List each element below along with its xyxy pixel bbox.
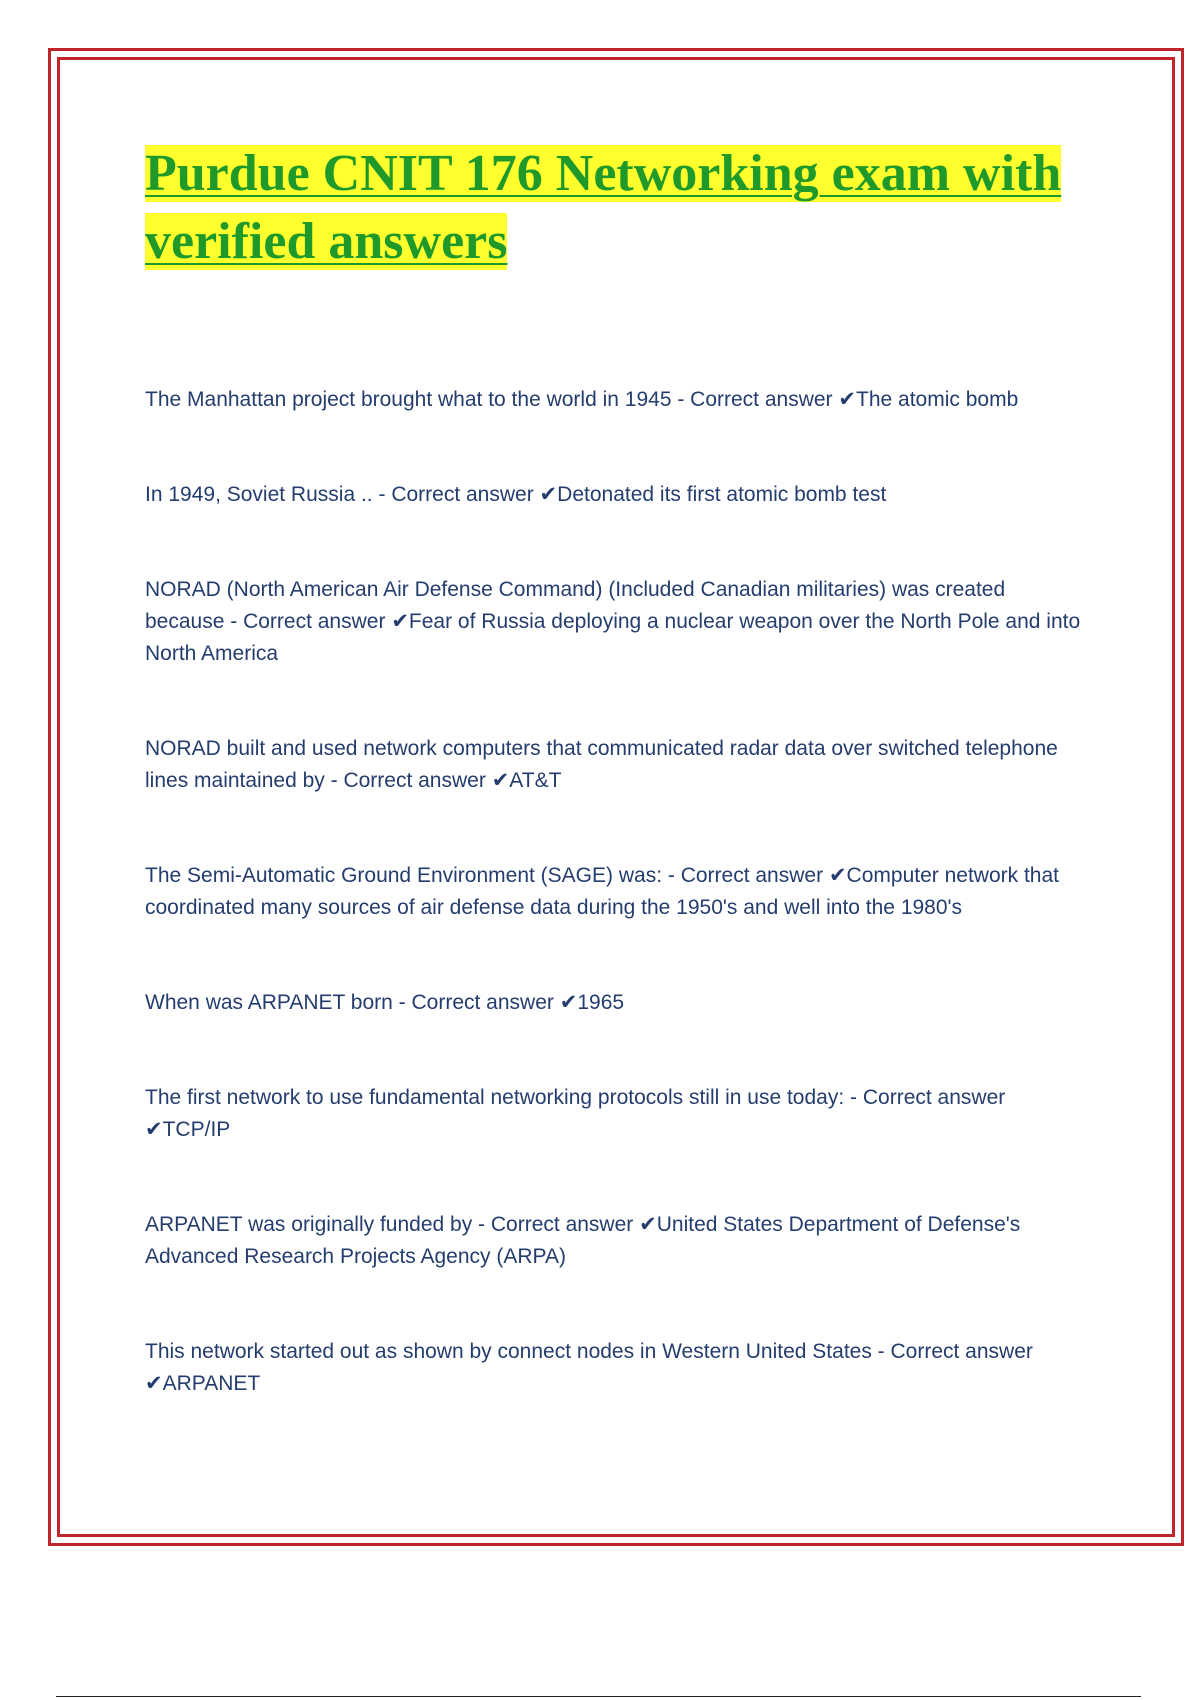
qa-question: The Manhattan project brought what to the world in 1945 <box>145 388 672 411</box>
qa-answer: Detonated its first atomic bomb test <box>557 483 887 506</box>
qa-answer: TCP/IP <box>162 1118 231 1141</box>
qa-item: The Semi-Automatic Ground Environment (SAGE) was: - Correct answer ✔Computer network that coordinated many sources of air defense data during the 1950's and well into the 1980's <box>145 864 1059 919</box>
qa-question: The Semi-Automatic Ground Environment (SAGE) was: <box>145 864 663 887</box>
answer-label: Correct answer <box>862 1086 1006 1109</box>
document-title <box>145 140 1085 276</box>
check-icon: ✔ <box>838 388 857 411</box>
check-icon: ✔ <box>145 1118 163 1141</box>
qa-question: ARPANET was originally funded by <box>145 1213 473 1236</box>
answer-label: Correct answer <box>411 991 554 1014</box>
qa-answer: United States Department of Defense's Advanced Research Projects Agency (ARPA) <box>145 1213 1021 1268</box>
qa-answer: The atomic bomb <box>856 388 1019 411</box>
answer-label: Correct answer <box>391 483 534 506</box>
answer-label: Correct answer <box>890 1340 1033 1363</box>
qa-item: In 1949, Soviet Russia .. - Correct answer ✔Detonated its first atomic bomb test <box>145 483 887 506</box>
qa-question: In 1949, Soviet Russia .. <box>145 483 373 506</box>
answer-label: Correct answer <box>343 769 486 792</box>
qa-list <box>145 384 1085 1400</box>
qa-answer: AT&T <box>509 769 562 792</box>
check-icon: ✔ <box>559 991 578 1014</box>
answer-label: Correct answer <box>680 864 824 887</box>
answer-label: Correct answer <box>490 1213 634 1236</box>
qa-question: NORAD built and used network computers that communicated radar data over switched telephone lines maintained by <box>145 737 1058 792</box>
qa-answer: Fear of Russia deploying a nuclear weapon over the North Pole and into North America <box>145 610 1081 665</box>
qa-item: The first network to use fundamental networking protocols still in use today: - Correct answer ✔TCP/IP <box>145 1086 1006 1141</box>
document-content <box>145 140 1085 1463</box>
qa-item: This network started out as shown by connect nodes in Western United States - Correct answer ✔ARPANET <box>145 1340 1033 1395</box>
check-icon: ✔ <box>145 1372 163 1395</box>
document-title-text: Purdue CNIT 176 Networking exam with verified answers <box>145 145 1062 270</box>
check-icon: ✔ <box>391 610 409 633</box>
qa-item: NORAD (North American Air Defense Command) (Included Canadian militaries) was created because - Correct answer ✔Fear of Russia deploying a nuclear weapon over the North Pole and into North America <box>145 578 1081 665</box>
qa-answer: ARPANET <box>162 1372 261 1395</box>
qa-question: When was ARPANET born <box>145 991 393 1014</box>
answer-label: Correct answer <box>690 388 833 411</box>
qa-question: NORAD (North American Air Defense Command) (Included Canadian militaries) was created because <box>145 578 1006 633</box>
qa-question: This network started out as shown by connect nodes in Western United States <box>145 1340 872 1363</box>
check-icon: ✔ <box>828 864 847 887</box>
qa-item: When was ARPANET born - Correct answer ✔1965 <box>145 991 625 1014</box>
check-icon: ✔ <box>539 483 558 506</box>
qa-question: The first network to use fundamental networking protocols still in use today: <box>145 1086 845 1109</box>
qa-item: NORAD built and used network computers that communicated radar data over switched telephone lines maintained by - Correct answer ✔AT&T <box>145 737 1058 792</box>
check-icon: ✔ <box>491 769 510 792</box>
qa-answer: Computer network that coordinated many sources of air defense data during the 1950's and well into the 1980's <box>145 864 1059 919</box>
qa-item: The Manhattan project brought what to the world in 1945 - Correct answer ✔The atomic bomb <box>145 388 1019 411</box>
qa-item: ARPANET was originally funded by - Correct answer ✔United States Department of Defense's Advanced Research Projects Agency (ARPA) <box>145 1213 1021 1268</box>
check-icon: ✔ <box>639 1213 657 1236</box>
answer-label: Correct answer <box>243 610 386 633</box>
qa-answer: 1965 <box>577 991 625 1014</box>
footer-rule <box>56 1696 1141 1697</box>
